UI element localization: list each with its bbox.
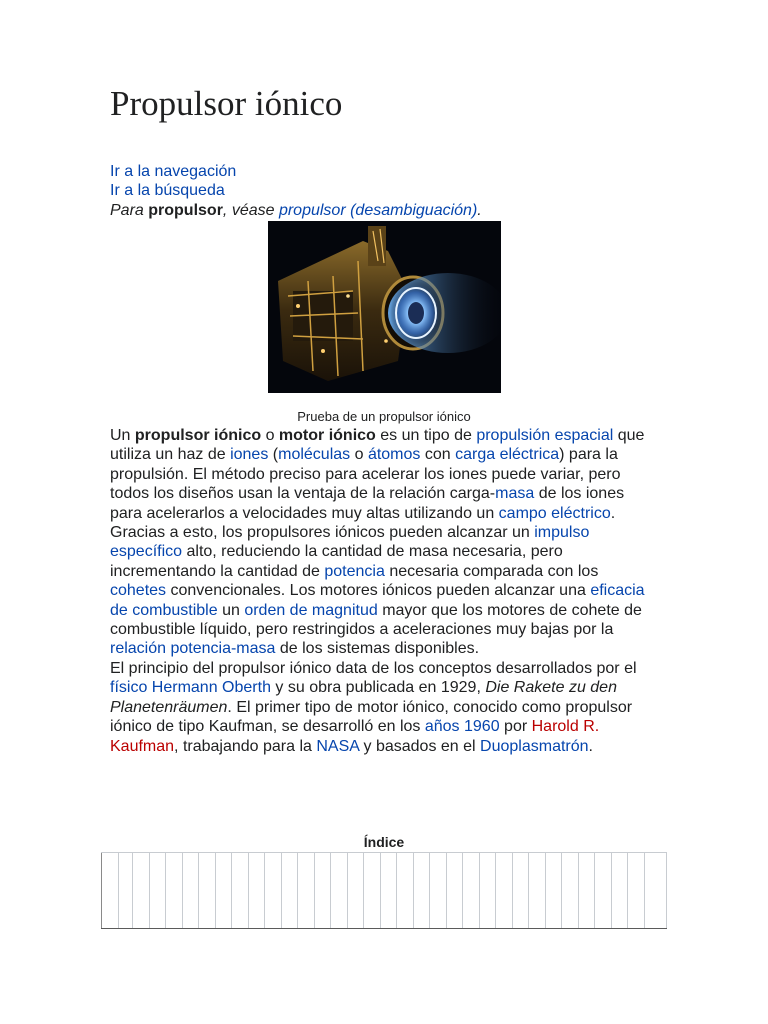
image-caption: Prueba de un propulsor iónico bbox=[297, 409, 471, 424]
toc-column-line bbox=[528, 853, 529, 928]
link-relacion-potencia-masa[interactable]: relación potencia-masa bbox=[110, 640, 276, 658]
text: . El primer tipo de motor iónico, conocido como propulsor iónico de tipo Kaufman, se desarrolló en los bbox=[110, 698, 633, 736]
text: convencionales. Los motores iónicos pueden alcanzar una bbox=[166, 582, 591, 600]
toc-column-line bbox=[149, 853, 150, 928]
text: alto, reduciendo la cantidad de masa necesaria, pero incrementando la cantidad de bbox=[110, 543, 563, 580]
link-propulsion-espacial[interactable]: propulsión espacial bbox=[476, 427, 614, 444]
toc-column-line bbox=[297, 853, 298, 928]
link-campo-electrico[interactable]: campo eléctrico bbox=[498, 504, 611, 522]
text: ) para la propulsión. El método preciso para acelerar los iones puede variar, pero todos los diseños usan la ventaja de la relación carga- bbox=[110, 446, 621, 503]
toc-column-line bbox=[462, 853, 463, 928]
page-title: Propulsor iónico bbox=[110, 84, 343, 123]
text: , trabajando para la bbox=[174, 737, 317, 755]
link-potencia[interactable]: potencia bbox=[324, 562, 385, 580]
toc-column-line bbox=[561, 853, 562, 928]
toc-column-line bbox=[666, 853, 667, 928]
toc-column-line bbox=[644, 853, 645, 928]
text: un bbox=[217, 601, 245, 619]
link-nasa[interactable]: NASA bbox=[316, 737, 360, 755]
link-anos-1960[interactable]: años 1960 bbox=[424, 718, 500, 736]
toc-column-line bbox=[215, 853, 216, 928]
text: . bbox=[588, 737, 593, 755]
article-body bbox=[110, 426, 658, 756]
toc-column-line bbox=[101, 853, 102, 928]
hatnote-term: propulsor bbox=[148, 202, 223, 219]
toc-column-line bbox=[330, 853, 331, 928]
toc-column-line bbox=[314, 853, 315, 928]
bold-term: propulsor iónico bbox=[134, 427, 262, 444]
link-duoplasmatron[interactable]: Duoplasmatrón bbox=[480, 737, 589, 755]
hatnote-prefix: Para bbox=[110, 202, 149, 219]
text: necesaria comparada con los bbox=[384, 562, 599, 580]
toc-column-line bbox=[545, 853, 546, 928]
toc-column-line bbox=[413, 853, 414, 928]
toc-column-line bbox=[611, 853, 612, 928]
skip-to-navigation-link[interactable]: Ir a la navegación bbox=[110, 163, 237, 180]
toc-column-line bbox=[198, 853, 199, 928]
toc-column-line bbox=[182, 853, 183, 928]
book-title: Die Rakete zu den Planetenräumen bbox=[110, 679, 617, 716]
link-eficacia-de-combustible[interactable]: eficacia de combustible bbox=[110, 582, 645, 619]
text: El principio del propulsor iónico data de los conceptos desarrollados por el bbox=[110, 659, 637, 677]
text: . Gracias a esto, los propulsores iónicos pueden alcanzar un bbox=[110, 504, 616, 542]
hatnote-suffix: . bbox=[477, 202, 482, 219]
text: y su obra publicada en 1929, bbox=[270, 679, 486, 697]
toc-column-line bbox=[380, 853, 381, 928]
link-cohetes[interactable]: cohetes bbox=[110, 582, 167, 600]
text: o bbox=[350, 446, 368, 464]
toc-title: Índice bbox=[363, 834, 405, 850]
link-carga-electrica[interactable]: carga eléctrica bbox=[455, 446, 560, 464]
toc-column-line bbox=[512, 853, 513, 928]
ion-thruster-photo[interactable] bbox=[268, 221, 501, 393]
text: Un bbox=[110, 427, 135, 444]
toc-column-line bbox=[594, 853, 595, 928]
link-impulso-especifico[interactable]: impulso específico bbox=[110, 524, 590, 561]
link-masa[interactable]: masa bbox=[495, 485, 535, 503]
text: y basados en el bbox=[359, 737, 481, 755]
paragraph-intro bbox=[110, 426, 658, 659]
link-orden-de-magnitud[interactable]: orden de magnitud bbox=[244, 601, 378, 619]
bold-term: motor iónico bbox=[278, 427, 376, 444]
text: con bbox=[420, 446, 456, 464]
text: de los sistemas disponibles. bbox=[275, 640, 480, 658]
ion-thruster-illustration bbox=[268, 221, 501, 393]
link-fisico[interactable]: físico bbox=[110, 679, 148, 697]
text: que utiliza un haz de bbox=[110, 427, 645, 464]
toc-column-line bbox=[118, 853, 119, 928]
toc-column-line bbox=[446, 853, 447, 928]
text: mayor que los motores de cohete de combustible líquido, pero restringidos a aceleraciones muy bajas por la bbox=[110, 601, 642, 639]
toc-column-line bbox=[132, 853, 133, 928]
toc-column-line bbox=[479, 853, 480, 928]
text: de los iones para acelerarlos a velocidades muy altas utilizando un bbox=[110, 485, 625, 522]
link-atomos[interactable]: átomos bbox=[367, 446, 421, 464]
toc-column-line bbox=[396, 853, 397, 928]
text: por bbox=[499, 718, 532, 736]
skip-to-search-link[interactable]: Ir a la búsqueda bbox=[110, 182, 225, 199]
text: es un tipo de bbox=[375, 427, 477, 444]
link-harold-kaufman[interactable]: Harold R. Kaufman bbox=[110, 718, 600, 755]
toc-column-line bbox=[495, 853, 496, 928]
hatnote bbox=[110, 201, 482, 220]
toc-column-line bbox=[248, 853, 249, 928]
text: o bbox=[261, 427, 279, 444]
hatnote-middle: , véase bbox=[222, 202, 279, 219]
disambiguation-link[interactable]: propulsor (desambiguación) bbox=[278, 202, 478, 219]
toc-column-line bbox=[363, 853, 364, 928]
table-of-contents[interactable] bbox=[101, 852, 667, 929]
toc-column-line bbox=[347, 853, 348, 928]
toc-column-line bbox=[281, 853, 282, 928]
text: ( bbox=[268, 446, 279, 464]
toc-column-line bbox=[627, 853, 628, 928]
toc-column-line bbox=[264, 853, 265, 928]
toc-column-line bbox=[165, 853, 166, 928]
link-moleculas[interactable]: moléculas bbox=[278, 446, 351, 464]
toc-column-line bbox=[578, 853, 579, 928]
paragraph-history bbox=[110, 659, 658, 756]
link-iones[interactable]: iones bbox=[230, 446, 269, 464]
toc-column-line bbox=[231, 853, 232, 928]
link-hermann-oberth[interactable]: Hermann Oberth bbox=[151, 679, 271, 697]
toc-column-line bbox=[429, 853, 430, 928]
